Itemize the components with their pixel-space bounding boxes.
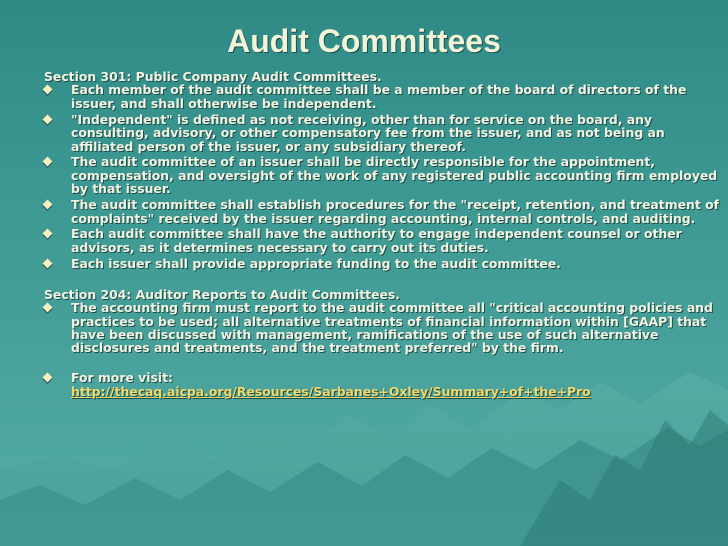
summary-link[interactable]: http://thecaq.aicpa.org/Resources/Sarbanes+Oxley/Summary+of+the+Pro bbox=[71, 383, 591, 399]
more-visit-label: For more visit: bbox=[71, 370, 173, 386]
list-item bbox=[44, 257, 724, 270]
diamond-bullet-icon bbox=[43, 373, 53, 383]
more-info-list bbox=[44, 371, 724, 398]
list-item bbox=[44, 227, 724, 254]
list-item bbox=[44, 198, 724, 225]
diamond-bullet-icon bbox=[43, 258, 53, 268]
slide-body bbox=[44, 70, 724, 401]
slide-title: Audit Committees bbox=[227, 23, 501, 59]
section-spacer bbox=[44, 273, 724, 288]
bullet-text: The audit committee of an issuer shall be directly responsible for the appointment, compensation, and oversight of the work of any registered public accounting firm employed by that issuer. bbox=[71, 154, 718, 197]
section-301-heading: Section 301: Public Company Audit Committees. bbox=[44, 69, 382, 84]
list-item bbox=[44, 113, 724, 153]
diamond-bullet-icon bbox=[43, 157, 53, 167]
section-spacer bbox=[44, 357, 724, 371]
bullet-text: Each issuer shall provide appropriate funding to the audit committee. bbox=[71, 255, 561, 271]
section-204-heading: Section 204: Auditor Reports to Audit Committees. bbox=[44, 286, 400, 302]
list-item bbox=[44, 83, 724, 110]
diamond-bullet-icon bbox=[43, 85, 53, 95]
diamond-bullet-icon bbox=[43, 229, 53, 239]
bullet-text: Each audit committee shall have the authority to engage independent counsel or other advisors, as it determines necessary to carry out its duties. bbox=[71, 226, 682, 255]
diamond-bullet-icon bbox=[43, 303, 53, 313]
list-item bbox=[44, 371, 724, 398]
bullet-text: The audit committee shall establish procedures for the "receipt, retention, and treatment of complaints" received by the issuer regarding accounting, internal controls, and auditing. bbox=[71, 197, 719, 226]
list-item bbox=[44, 301, 724, 355]
diamond-bullet-icon bbox=[43, 200, 53, 210]
bullet-text: Each member of the audit committee shall be a member of the board of directors of the issuer, and shall otherwise be independent. bbox=[71, 82, 687, 111]
section-301-list bbox=[44, 83, 724, 270]
section-204-list bbox=[44, 301, 724, 355]
list-item bbox=[44, 155, 724, 195]
bullet-text: "Independent" is defined as not receiving, other than for service on the board, any consulting, advisory, or other compensatory fee from the issuer, and as not being an affiliated person of the issuer, or any subsidiary thereof. bbox=[71, 111, 665, 154]
bullet-text: The accounting firm must report to the audit committee all "critical accounting policies and practices to be used; all alternative treatments of financial information within [GAAP] that have been discussed with management, ramifications of the use of such alternative disclosures and treatments, and the treatment preferred" by the firm. bbox=[71, 300, 713, 356]
diamond-bullet-icon bbox=[43, 114, 53, 124]
